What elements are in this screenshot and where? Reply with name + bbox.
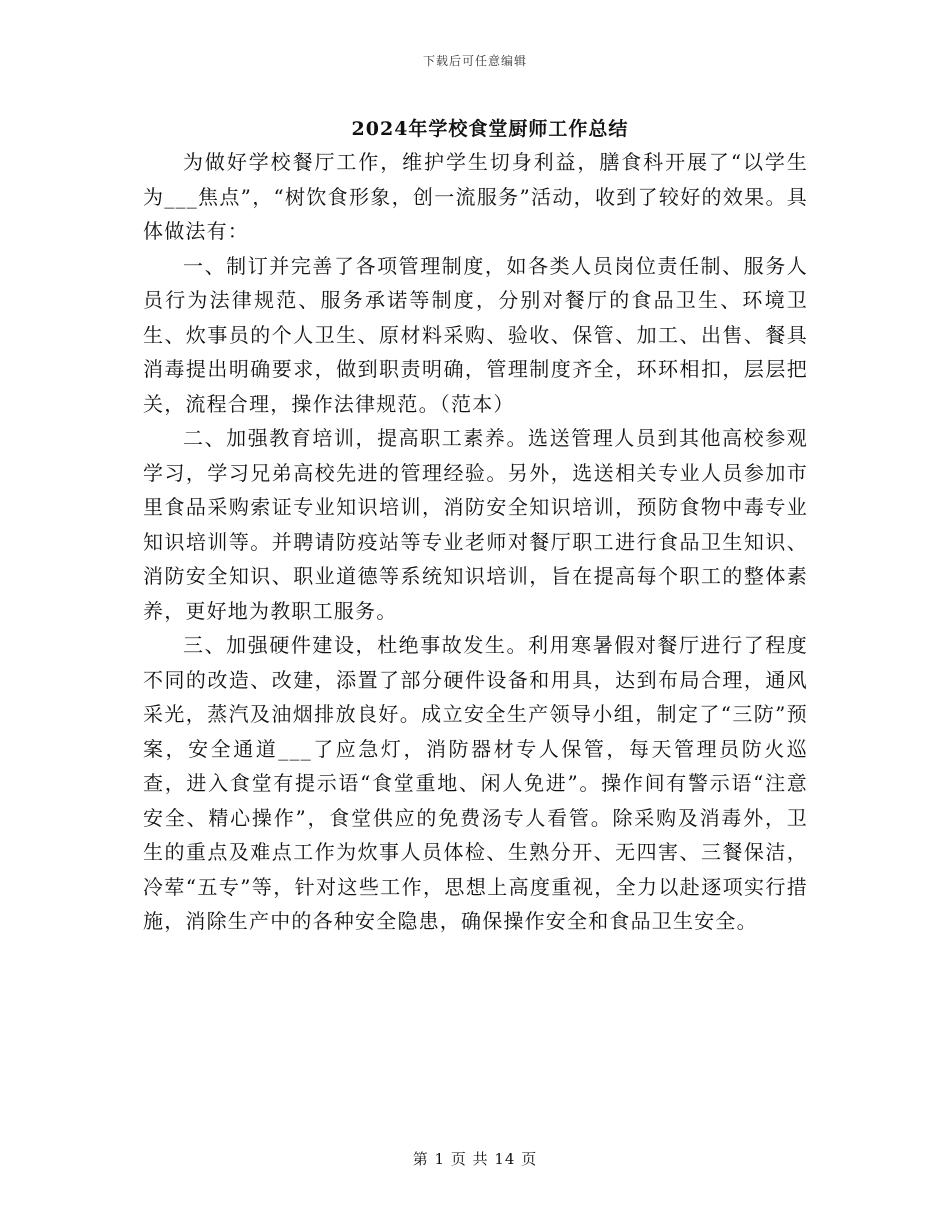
document-title: 2024年学校食堂厨师工作总结 bbox=[351, 118, 629, 140]
paragraph-section-2: 二、加强教育培训，提高职工素养。选送管理人员到其他高校参观学习，学习兄弟高校先进的管理经验。另外，选送相关专业人员参加市里食品采购索证专业知识培训，消防安全知识培训，预防食物中毒专业知识培训等。并聘请防疫站等专业老师对餐厅职工进行食品卫生知识、消防安全知识、职业道德等系统知识培训，旨在提高每个职工的整体素养，更好地为教职工服务。 bbox=[143, 426, 808, 623]
paragraph-section-1: 一、制订并完善了各项管理制度，如各类人员岗位责任制、服务人员行为法律规范、服务承诺等制度，分别对餐厅的食品卫生、环境卫生、炊事员的个人卫生、原材料采购、验收、保管、加工、出售、餐具消毒提出明确要求，做到职责明确，管理制度齐全，环环相扣，层层把关，流程合理，操作法律规范。（范本） bbox=[143, 253, 808, 416]
paragraph-intro: 为做好学校餐厅工作，维护学生切身利益，膳食科开展了“以学生为___焦点”，“树饮食形象，创一流服务”活动，收到了较好的效果。具体做法有： bbox=[143, 150, 808, 243]
paragraph-section-3: 三、加强硬件建设，杜绝事故发生。利用寒暑假对餐厅进行了程度不同的改造、改建，添置了部分硬件设备和用具，达到布局合理，通风采光，蒸汽及油烟排放良好。成立安全生产领导小组，制定了“三防”预案，安全通道___了应急灯，消防器材专人保管，每天管理员防火巡查，进入食堂有提示语“食堂重地、闲人免进”。操作间有警示语“注意安全、精心操作”，食堂供应的免费汤专人看管。除采购及消毒外，卫生的重点及难点工作为炊事人员体检、生熟分开、无四害、三餐保洁，冷荤“五专”等，针对这些工作，思想上高度重视，全力以赴逐项实行措施，消除生产中的各种安全隐患，确保操作安全和食品卫生安全。 bbox=[143, 633, 808, 933]
document-body bbox=[143, 145, 808, 939]
header-note: 下载后可任意编辑 bbox=[422, 54, 527, 68]
page-number: 第 1 页 共 14 页 bbox=[412, 1150, 538, 1168]
